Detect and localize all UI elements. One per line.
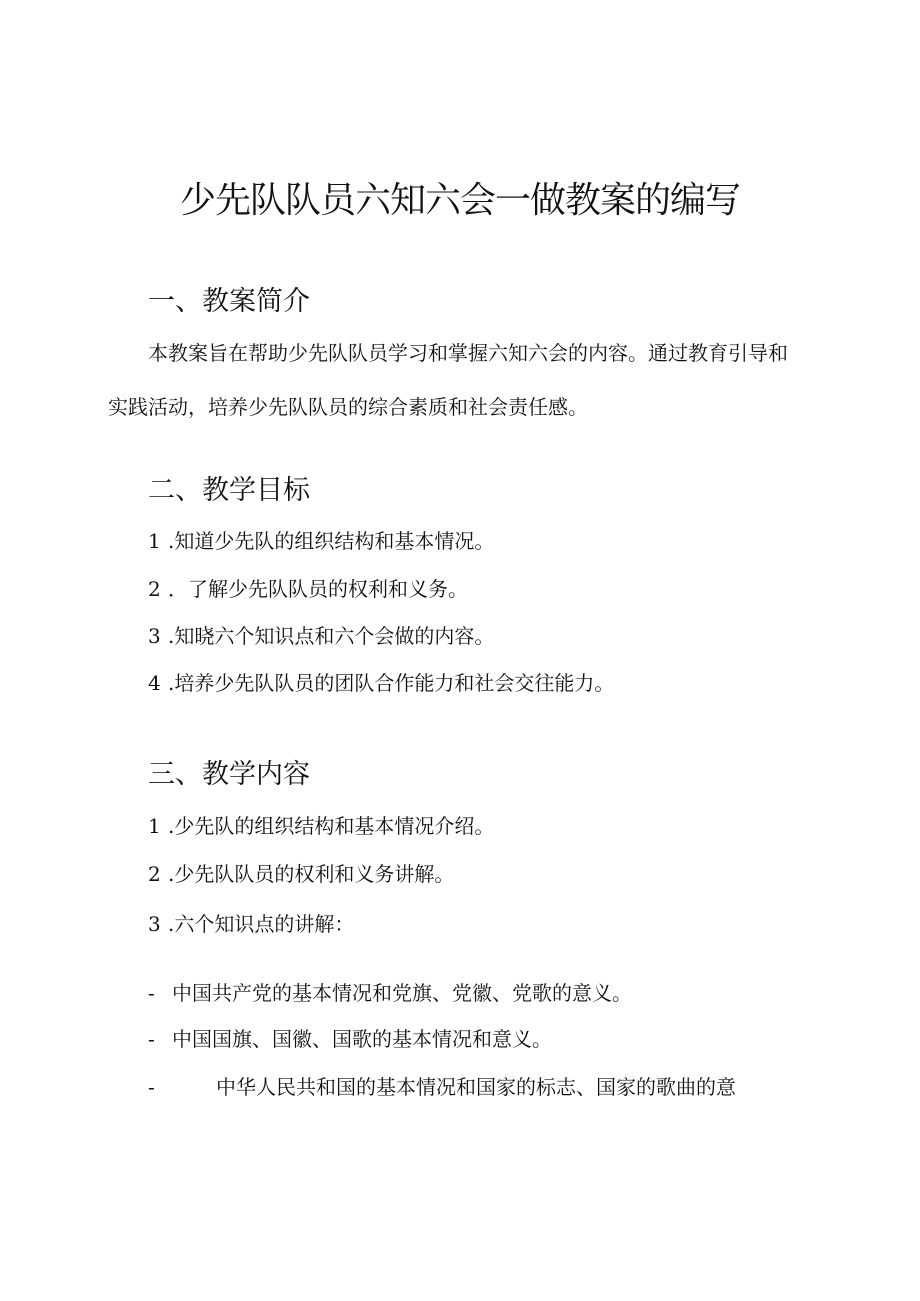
section-paragraph-intro: 本教案旨在帮助少先队队员学习和掌握六知六会的内容。通过教育引导和实践活动，培养少先队队员的综合素质和社会责任感。: [108, 341, 788, 419]
bullet-dash: -: [148, 1027, 155, 1051]
list-item: [148, 619, 494, 653]
list-item-text: ．了解少先队队员的权利和义务。: [168, 577, 468, 601]
section-heading-content: 三、教学内容: [148, 759, 310, 790]
list-item: [148, 666, 614, 700]
list-item: [148, 907, 354, 941]
list-item: [148, 857, 454, 891]
list-item-number: 1: [148, 814, 161, 838]
section-heading-goals: 二、教学目标: [148, 475, 310, 506]
section-heading-intro: 一、教案简介: [148, 286, 310, 317]
bullet-dash: -: [148, 1075, 155, 1099]
list-item-text: .培养少先队队员的团队合作能力和社会交往能力。: [168, 671, 615, 695]
list-item-text: .知道少先队的组织结构和基本情况。: [168, 529, 495, 553]
list-item: [148, 572, 468, 606]
list-item-number: 2: [148, 577, 161, 601]
list-item-number: 2: [148, 862, 161, 886]
bullet-text: 中国共产党的基本情况和党旗、党徽、党歌的意义。: [172, 981, 632, 1005]
bullet-item: [148, 1070, 736, 1104]
list-item-number: 3: [148, 624, 161, 648]
list-item-text: .少先队的组织结构和基本情况介绍。: [168, 814, 495, 838]
list-item-text: .少先队队员的权利和义务讲解。: [168, 862, 455, 886]
list-item: [148, 809, 494, 843]
list-item-text: .六个知识点的讲解：: [168, 912, 355, 936]
bullet-dash: -: [148, 981, 155, 1005]
list-item: [148, 524, 494, 558]
document-title: 少先队队员六知六会一做教案的编写: [179, 180, 740, 221]
bullet-item: [148, 1022, 552, 1056]
bullet-text: 中国国旗、国徽、国歌的基本情况和意义。: [172, 1027, 552, 1051]
list-item-text: .知晓六个知识点和六个会做的内容。: [168, 624, 495, 648]
list-item-number: 3: [148, 912, 161, 936]
list-item-number: 4: [148, 671, 161, 695]
list-item-number: 1: [148, 529, 161, 553]
bullet-text: 中华人民共和国的基本情况和国家的标志、国家的歌曲的意: [216, 1075, 736, 1099]
bullet-item: [148, 976, 632, 1010]
